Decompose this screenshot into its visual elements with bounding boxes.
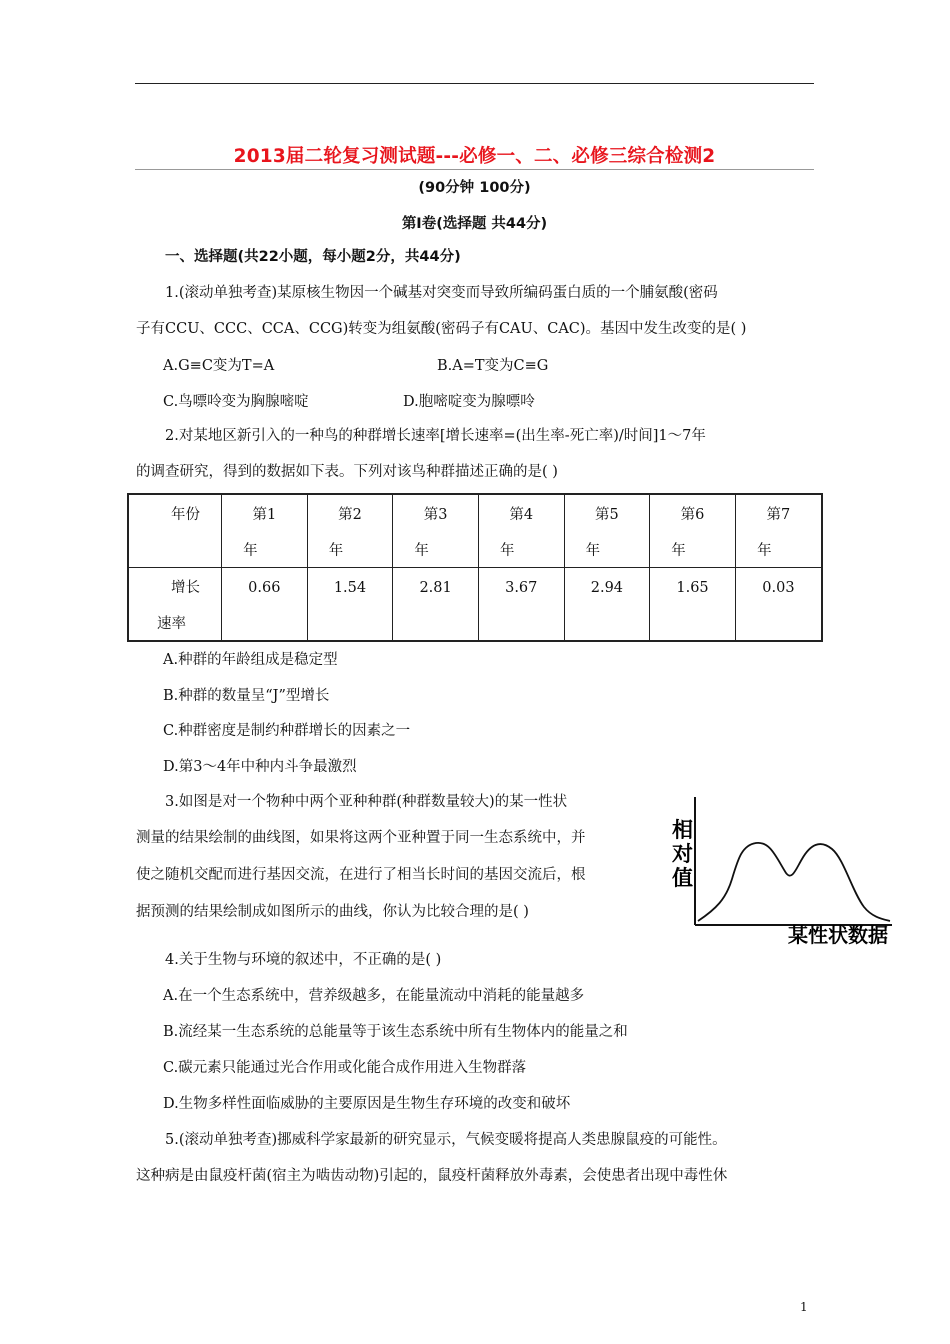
- rate-cell: 2.81: [393, 568, 479, 642]
- q3-stem-line3: 使之随机交配而进行基因交流，在进行了相当长时间的基因交流后，根: [136, 867, 586, 883]
- rate-cell: 1.65: [650, 568, 736, 642]
- trait-distribution-graph: [668, 795, 908, 955]
- rate-cell: 2.94: [564, 568, 650, 642]
- row-header-year: 年份: [128, 494, 222, 568]
- year-cell: 第3 年: [393, 494, 479, 568]
- q2-option-a: A.种群的年龄组成是稳定型: [163, 652, 338, 668]
- q1-option-b: B.A=T变为C≡G: [437, 358, 549, 374]
- q4-option-c: C.碳元素只能通过光合作用或化能合成作用进入生物群落: [163, 1060, 527, 1076]
- q2-stem-line2: 的调查研究，得到的数据如下表。下列对该鸟种群描述正确的是( ): [136, 464, 558, 480]
- q4-stem: 4.关于生物与环境的叙述中，不正确的是( ): [165, 952, 442, 968]
- q1-option-a: A.G≡C变为T=A: [163, 358, 275, 374]
- graph-ylabel-3: 值: [672, 866, 693, 890]
- q1-stem-line2: 子有CCU、CCC、CCA、CCG)转变为组氨酸(密码子有CAU、CAC)。基因中发生改变的是( ): [136, 321, 747, 337]
- rate-cell: 0.66: [222, 568, 308, 642]
- q1-stem-line1: 1.(滚动单独考查)某原核生物因一个碱基对突变而导致所编码蛋白质的一个脯氨酸(密码: [165, 285, 718, 301]
- graph-ylabel-2: 对: [672, 842, 693, 866]
- graph-xlabel: 某性状数据: [788, 923, 888, 947]
- table-row-years: [128, 494, 822, 568]
- q2-option-d: D.第3～4年中种内斗争最激烈: [163, 759, 357, 775]
- year-cell: 第6 年: [650, 494, 736, 568]
- q3-stem-line4: 据预测的结果绘制成如图所示的曲线，你认为比较合理的是( ): [136, 904, 529, 920]
- q4-option-a: A.在一个生态系统中，营养级越多，在能量流动中消耗的能量越多: [163, 988, 585, 1004]
- q3-stem-line1: 3.如图是对一个物种中两个亚种种群(种群数量较大)的某一性状: [165, 794, 568, 810]
- section-heading: 一、选择题(共22小题，每小题2分，共44分): [165, 249, 461, 265]
- year-cell: 第2 年: [307, 494, 393, 568]
- q5-stem-line2: 这种病是由鼠疫杆菌(宿主为啮齿动物)引起的，鼠疫杆菌释放外毒素，会使患者出现中毒性休: [136, 1168, 728, 1184]
- q4-option-d: D.生物多样性面临威胁的主要原因是生物生存环境的改变和破坏: [163, 1096, 571, 1112]
- q4-option-b: B.流经某一生态系统的总能量等于该生态系统中所有生物体内的能量之和: [163, 1024, 628, 1040]
- graph-ylabel-1: 相: [672, 818, 693, 842]
- rate-cell: 3.67: [478, 568, 564, 642]
- q5-stem-line1: 5.(滚动单独考查)挪威科学家最新的研究显示，气候变暖将提高人类患腺鼠疫的可能性。: [165, 1132, 727, 1148]
- title-underline: [135, 169, 814, 170]
- q1-option-d: D.胞嘧啶变为腺嘌呤: [403, 394, 535, 410]
- growth-rate-table: [127, 493, 823, 642]
- q3-stem-line2: 测量的结果绘制的曲线图，如果将这两个亚种置于同一生态系统中，并: [136, 830, 586, 846]
- year-cell: 第5 年: [564, 494, 650, 568]
- q2-option-b: B.种群的数量呈“J”型增长: [163, 688, 330, 704]
- year-cell: 第1 年: [222, 494, 308, 568]
- rate-cell: 1.54: [307, 568, 393, 642]
- graph-curve: [698, 843, 890, 921]
- rate-cell: 0.03: [735, 568, 822, 642]
- volume-heading: 第Ⅰ卷(选择题 共44分): [401, 216, 548, 232]
- q2-option-c: C.种群密度是制约种群增长的因素之一: [163, 723, 411, 739]
- year-cell: 第7 年: [735, 494, 822, 568]
- header-rule: [135, 83, 814, 84]
- year-cell: 第4 年: [478, 494, 564, 568]
- table-row-rates: [128, 568, 822, 642]
- page-number: 1: [800, 1300, 808, 1314]
- time-score: (90分钟 100分): [418, 180, 531, 196]
- q1-option-c: C.鸟嘌呤变为胸腺嘧啶: [163, 394, 309, 410]
- page-title: 2013届二轮复习测试题---必修一、二、必修三综合检测2: [233, 146, 716, 167]
- row-header-rate: 增长 速率: [128, 568, 222, 642]
- q2-stem-line1: 2.对某地区新引入的一种鸟的种群增长速率[增长速率=(出生率-死亡率)/时间]1～7年: [165, 428, 706, 444]
